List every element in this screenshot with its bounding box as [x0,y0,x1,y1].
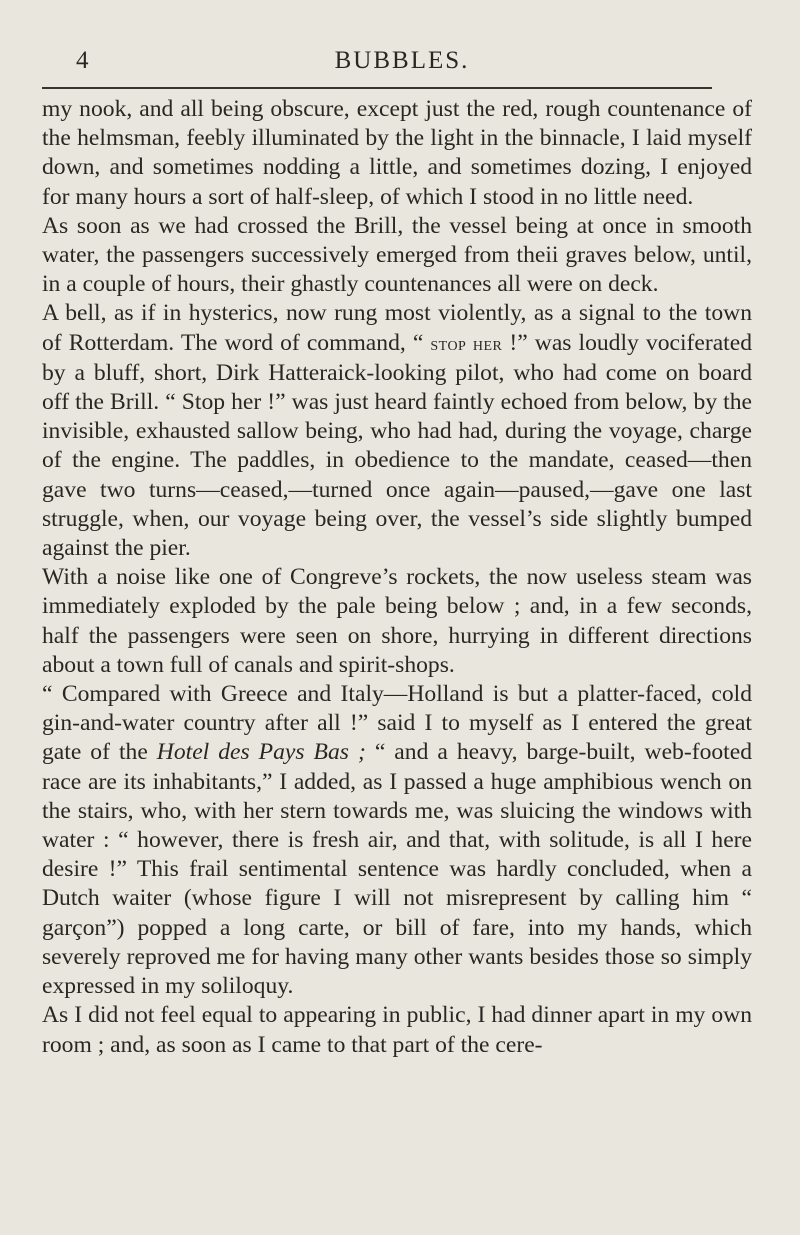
paragraph [42,212,752,300]
paragraph-text: “ and a heavy, barge-built, web-footed race are its inhabitants,” I added, as I passed a huge amphibious wench on the stairs, who, with her stern towards me, was sluicing the windows with water : “ however, there is fresh air, and that, with solitude, is all I here desire !” This frail sentimental sentence was hardly concluded, when a Dutch waiter (whose figure I will not misrepresent by calling him “ garçon”) popped a long carte, or bill of fare, into my hands, which severely reproved me for having many other wants besides those so simply expressed in my soliloquy. [42,739,752,1000]
paragraph [42,95,752,212]
header-rule [42,87,712,89]
paragraph-text: !” was loudly vociferated by a bluff, short, Dirk Hatteraick-looking pilot, who had come on board off the Brill. “ Stop her !” was just heard faintly echoed from below, by the invisible, exhausted sallow being, who had had, during the voyage, charge of the engine. The paddles, in obedience to the mandate, ceased—then gave two turns—ceased,—turned once again—paused,—gave one last struggle, when, our voyage being over, the vessel’s side slightly bumped against the pier. [42,329,752,562]
paragraph [42,680,752,1001]
small-caps-command: stop her [430,333,503,355]
paragraph-text: With a noise like one of Congreve’s rockets, the now useless steam was immediately exploded by the pale being below ; and, in a few seconds, half the passengers were seen on shore, hurrying in different directions about a town full of canals and spirit-shops. [42,564,752,678]
body-text [42,95,752,1060]
page-number: 4 [76,47,90,74]
running-title: BUBBLES. [334,47,470,74]
paragraph-text: As soon as we had crossed the Brill, the vessel being at once in smooth water, the passengers successively emerged from theii graves below, until, in a couple of hours, their ghastly countenances all were on deck. [42,212,752,298]
paragraph-text: “ Compared with Greece and Italy—Holland is but a platter-faced, cold gin-and-water country after all !” said I to myself as I entered the great gate of the [42,681,752,766]
paragraph-text: As I did not feel equal to appearing in public, I had dinner apart in my own room ; and, as soon as I came to that part of the cere- [42,1002,752,1058]
paragraph [42,563,752,680]
paragraph-text: A bell, as if in hysterics, now rung most violently, as a signal to the town of Rotterdam. The word of command, “ [42,300,752,356]
paragraph-text: my nook, and all being obscure, except just the red, rough countenance of the helmsman, feebly illuminated by the light in the binnacle, I laid myself down, and sometimes nodding a little, and sometimes dozing, I enjoyed for many hours a sort of half-sleep, of which I stood in no little need. [42,96,752,210]
paragraph [42,299,752,563]
paragraph [42,1001,752,1059]
italic-hotel-name: Hotel des Pays Bas ; [156,739,366,766]
running-head [42,0,752,74]
